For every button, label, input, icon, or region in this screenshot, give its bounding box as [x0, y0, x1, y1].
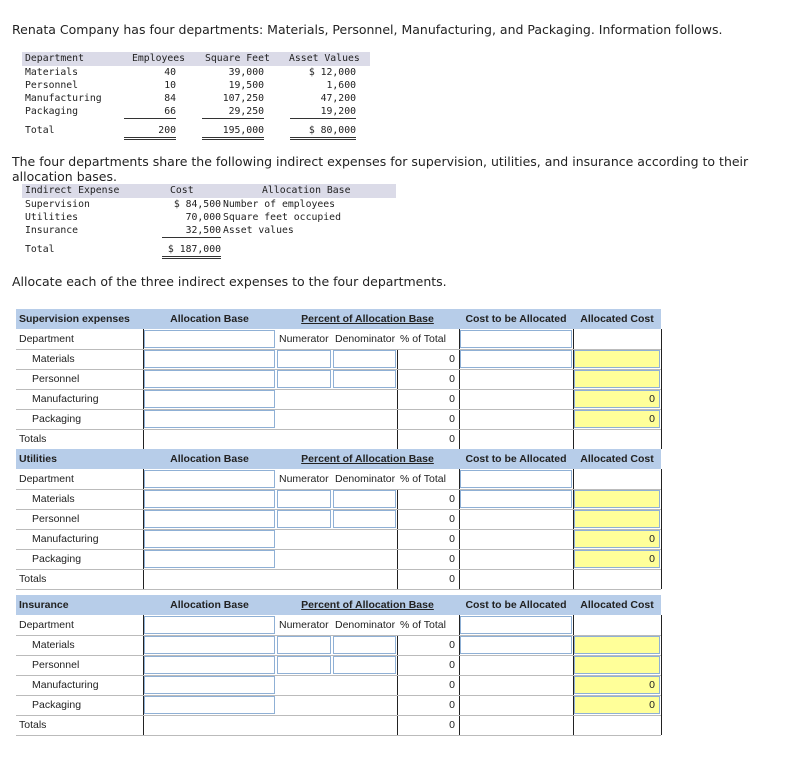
numerator-input[interactable] — [277, 636, 331, 654]
dept-row-label: Manufacturing — [32, 393, 99, 405]
cell: 107,250 — [222, 93, 264, 104]
percent-of-total: 0 — [449, 533, 455, 545]
allocation-base-input[interactable] — [144, 550, 275, 568]
percent-total-sum: 0 — [449, 573, 455, 585]
allocation-base-input[interactable] — [144, 696, 275, 714]
col-cost-to-allocate: Cost to be Allocated — [459, 449, 573, 469]
pct-total-label: % of Total — [400, 473, 446, 485]
allocated-cost-cell[interactable]: 0 — [574, 550, 660, 568]
col-cost: Cost — [170, 185, 194, 196]
row-label: Packaging — [25, 106, 79, 117]
grid-row-line — [16, 349, 661, 350]
section-title: Utilities — [16, 449, 143, 469]
table-row — [22, 105, 370, 118]
denominator-label: Denominator — [335, 473, 396, 485]
sentence-expenses: The four departments share the following indirect expenses for supervision, utilities, and insurance according to their allocation bases. — [12, 154, 749, 184]
grid-row-line — [16, 409, 661, 410]
cell: 32,500 — [162, 224, 221, 238]
row-label: Supervision — [25, 199, 90, 210]
grid-row-line — [16, 695, 661, 696]
numerator-input[interactable] — [277, 510, 331, 528]
cell: $ 84,500 — [173, 199, 221, 210]
grid-divider — [661, 469, 662, 589]
denominator-input[interactable] — [333, 350, 396, 368]
allocated-cost-cell[interactable]: 0 — [574, 676, 660, 694]
numerator-input[interactable] — [277, 370, 331, 388]
numerator-input[interactable] — [277, 350, 331, 368]
denominator-input[interactable] — [333, 370, 396, 388]
allocated-cost-cell[interactable]: 0 — [574, 696, 660, 714]
denominator-input[interactable] — [333, 490, 396, 508]
percent-of-total: 0 — [449, 513, 455, 525]
cell: 84 — [164, 93, 176, 104]
allocation-base-input[interactable] — [144, 410, 275, 428]
numerator-input[interactable] — [277, 490, 331, 508]
grid-row-line — [16, 369, 661, 370]
percent-total-sum: 0 — [449, 719, 455, 731]
col-cost-to-allocate: Cost to be Allocated — [459, 595, 573, 615]
dept-row-label: Materials — [32, 493, 75, 505]
table-row — [22, 224, 396, 237]
dept-row-label: Personnel — [32, 513, 80, 525]
grid-row-line — [16, 569, 661, 570]
denominator-input[interactable] — [333, 636, 396, 654]
dept-row-label: Packaging — [32, 413, 82, 425]
allocation-base-input[interactable] — [144, 616, 275, 634]
allocated-cost-cell[interactable] — [574, 370, 660, 388]
dept-row-label: Manufacturing — [32, 533, 99, 545]
pct-total-label: % of Total — [400, 619, 446, 631]
section-title: Insurance — [16, 595, 143, 615]
percent-total-sum: 0 — [449, 433, 455, 445]
allocated-cost-cell[interactable]: 0 — [574, 410, 660, 428]
table-row — [22, 92, 370, 105]
percent-of-total: 0 — [449, 373, 455, 385]
dept-row-label: Personnel — [32, 659, 80, 671]
cell: $ 12,000 — [308, 67, 356, 78]
col-allocated-cost: Allocated Cost — [573, 595, 661, 615]
col-allocation-base: Allocation Base — [143, 309, 276, 329]
percent-of-total: 0 — [449, 553, 455, 565]
percent-of-total: 0 — [449, 393, 455, 405]
dept-row-label: Packaging — [32, 553, 82, 565]
instruction-text: Allocate each of the three indirect expenses to the four departments. — [12, 274, 447, 289]
dept-row-label: Personnel — [32, 373, 80, 385]
intro-text: Renata Company has four departments: Materials, Personnel, Manufacturing, and Packaging. Information follows. — [12, 22, 723, 37]
pct-total-label: % of Total — [400, 333, 446, 345]
allocated-cost-cell[interactable] — [574, 510, 660, 528]
table-row — [22, 79, 370, 92]
grid-row-line — [16, 589, 661, 590]
cell: 195,000 — [202, 124, 264, 140]
table-row — [22, 211, 396, 224]
row-label: Total — [25, 125, 55, 136]
table-row — [22, 66, 370, 79]
allocated-cost-cell[interactable] — [574, 350, 660, 368]
dept-row-label: Manufacturing — [32, 679, 99, 691]
totals-label: Totals — [19, 719, 47, 731]
grid-row-line — [16, 429, 661, 430]
dept-row-label: Packaging — [32, 699, 82, 711]
department-data-table — [22, 52, 370, 138]
row-label: Materials — [25, 67, 79, 78]
allocated-cost-cell[interactable] — [574, 656, 660, 674]
col-percent-of-base: Percent of Allocation Base — [276, 309, 459, 329]
department-label: Department — [19, 473, 74, 485]
percent-of-total: 0 — [449, 413, 455, 425]
dept-row-label: Materials — [32, 639, 75, 651]
table-header — [22, 52, 370, 66]
cell: 200 — [124, 124, 176, 140]
cell: 70,000 — [185, 212, 221, 223]
cost-to-allocate-input[interactable] — [460, 616, 572, 634]
allocation-base-input[interactable] — [144, 656, 275, 674]
grid-divider — [661, 615, 662, 735]
cost-to-allocate-input[interactable] — [460, 636, 572, 654]
cell: Square feet occupied — [223, 212, 341, 223]
grid-row-line — [16, 735, 661, 736]
totals-label: Totals — [19, 433, 47, 445]
cell: 10 — [164, 80, 176, 91]
grid-row-line — [16, 389, 661, 390]
grid-row-line — [16, 489, 661, 490]
allocation-base-input[interactable] — [144, 530, 275, 548]
allocation-base-input[interactable] — [144, 490, 275, 508]
col-square-feet: Square Feet — [205, 53, 270, 64]
allocation-base-input[interactable] — [144, 510, 275, 528]
department-label: Department — [19, 333, 74, 345]
cell: $ 187,000 — [162, 243, 221, 259]
numerator-input[interactable] — [277, 656, 331, 674]
table-total-row — [22, 241, 396, 257]
table-total-row — [22, 122, 370, 138]
percent-of-total: 0 — [449, 659, 455, 671]
cost-to-allocate-input[interactable] — [460, 330, 572, 348]
col-allocation-base: Allocation Base — [143, 595, 276, 615]
col-indirect-expense: Indirect Expense — [25, 185, 120, 196]
numerator-label: Numerator — [279, 333, 329, 345]
col-allocation-base: Allocation Base — [262, 185, 351, 196]
numerator-label: Numerator — [279, 619, 329, 631]
allocated-cost-cell[interactable] — [574, 636, 660, 654]
col-employees: Employees — [132, 53, 186, 64]
allocation-base-input[interactable] — [144, 636, 275, 654]
percent-of-total: 0 — [449, 699, 455, 711]
cell: Asset values — [223, 225, 294, 236]
col-cost-to-allocate: Cost to be Allocated — [459, 309, 573, 329]
department-label: Department — [19, 619, 74, 631]
cell: 1,600 — [326, 80, 356, 91]
denominator-label: Denominator — [335, 333, 396, 345]
grid-row-line — [16, 675, 661, 676]
cost-to-allocate-input[interactable] — [460, 490, 572, 508]
table-header — [22, 184, 396, 198]
row-label: Personnel — [25, 80, 79, 91]
grid-row-line — [16, 529, 661, 530]
col-allocated-cost: Allocated Cost — [573, 449, 661, 469]
grid-row-line — [16, 715, 661, 716]
allocation-base-input[interactable] — [144, 470, 275, 488]
cell: Number of employees — [223, 199, 336, 210]
col-percent-of-base: Percent of Allocation Base — [276, 595, 459, 615]
percent-of-total: 0 — [449, 493, 455, 505]
cost-to-allocate-input[interactable] — [460, 350, 572, 368]
dept-row-label: Materials — [32, 353, 75, 365]
allocated-cost-cell[interactable]: 0 — [574, 530, 660, 548]
row-label: Insurance — [25, 225, 79, 236]
allocation-base-input[interactable] — [144, 350, 275, 368]
percent-of-total: 0 — [449, 639, 455, 651]
cell: 29,250 — [202, 105, 264, 119]
col-percent-of-base: Percent of Allocation Base — [276, 449, 459, 469]
col-allocated-cost: Allocated Cost — [573, 309, 661, 329]
col-asset-values: Asset Values — [289, 53, 360, 64]
numerator-label: Numerator — [279, 473, 329, 485]
percent-of-total: 0 — [449, 679, 455, 691]
percent-of-total: 0 — [449, 353, 455, 365]
cell: 39,000 — [228, 67, 264, 78]
denominator-label: Denominator — [335, 619, 396, 631]
grid-divider — [397, 635, 398, 735]
allocation-base-input[interactable] — [144, 390, 275, 408]
section-title: Supervision expenses — [16, 309, 143, 329]
grid-divider — [397, 349, 398, 449]
allocated-cost-cell[interactable]: 0 — [574, 390, 660, 408]
denominator-input[interactable] — [333, 656, 396, 674]
cell: $ 80,000 — [290, 124, 356, 140]
grid-row-line — [16, 509, 661, 510]
totals-label: Totals — [19, 573, 47, 585]
grid-row-line — [16, 655, 661, 656]
cell: 47,200 — [320, 93, 356, 104]
col-allocation-base: Allocation Base — [143, 449, 276, 469]
allocated-cost-cell[interactable] — [574, 490, 660, 508]
allocation-base-input[interactable] — [144, 330, 275, 348]
allocation-base-input[interactable] — [144, 370, 275, 388]
grid-divider — [397, 489, 398, 589]
table-row — [22, 198, 396, 211]
grid-row-line — [16, 635, 661, 636]
row-label: Manufacturing — [25, 93, 102, 104]
allocation-base-input[interactable] — [144, 676, 275, 694]
grid-row-line — [16, 549, 661, 550]
row-label: Utilities — [25, 212, 79, 223]
cell: 66 — [124, 105, 176, 119]
cell: 40 — [164, 67, 176, 78]
denominator-input[interactable] — [333, 510, 396, 528]
col-department: Department — [25, 53, 84, 64]
cell: 19,200 — [290, 105, 356, 119]
cost-to-allocate-input[interactable] — [460, 470, 572, 488]
cell: 19,500 — [228, 80, 264, 91]
grid-divider — [661, 329, 662, 449]
indirect-expense-table — [22, 184, 396, 257]
row-label: Total — [25, 244, 55, 255]
